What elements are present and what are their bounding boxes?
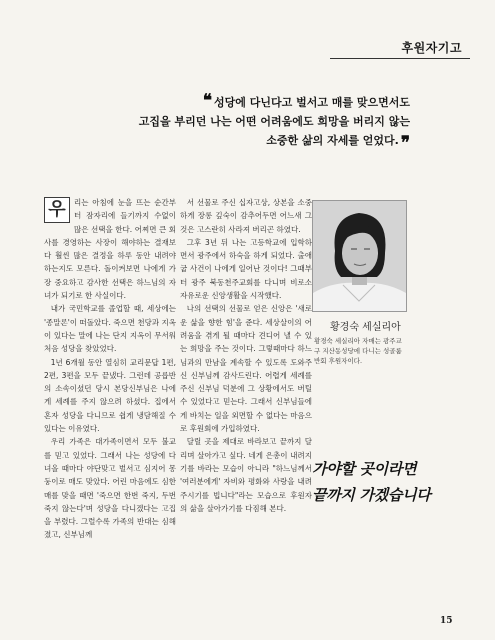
paragraph: 나의 선택의 선물로 얻은 신앙은 '새로운 삶을 향한 힘'을 준다. 세상살이의 어려움을 겪게 될 때마다 견디어 낼 수 있는 희망을 주는 것이다. 그렇때마다 하느님과의 만남을 계속할 수 있도록 도와주신 신부님께 감사드린다. 어렵게 세례를 주신 신부님 덕분에 그 상황에서도 버틸 수 있었다고 믿는다. 그래서 신부님들에게 바치는 일을 외면할 수 없다는 마음으로 후원회에 가입하였다.	[180, 304, 312, 434]
handwritten-slogan	[312, 456, 472, 508]
article-column-1	[44, 196, 176, 542]
section-header	[330, 36, 470, 59]
article-column-2	[180, 196, 312, 515]
paragraph: 달릴 곳을 제대로 바라보고 끝까지 달리며 살아가고 싶다. 네게 은총이 내려지기를 바라는 모습이 아니라 "하느님께서 '여러분에게' 자비와 평화와 사랑을 내려 주시기를 빕니다"라는 모습으로 후원자의 삶을 살아가기를 다짐해 본다.	[180, 437, 312, 513]
paragraph: 우리 가족은 대가족이면서 모두 불교를 믿고 있었다. 그래서 나는 성당에 다녀올 때마다 야단맞고 벌서고 심지어 몽둥이로 매도 맞았다. 어린 마음에도 심한 매를 맞을 때면 '죽으면 한번 죽지, 두번 죽지 않는다'며 성당을 다니겠다는 고집을 부렸다. 그럴수록 가족의 반대는 심해졌고, 신부님께	[44, 437, 176, 540]
slogan-line-2: 끝까지 가겠습니다	[312, 486, 431, 504]
pullquote-line-1: ❝ 성당에 다닌다고 벌서고 매를 맞으면서도	[202, 91, 410, 111]
paragraph: 우 리는 아침에 눈을 뜨는 순간부터 잠자리에 들기까지 수없이 많은 선택을 한다. 어찌면 큰 회사를 경영하는 사장이 해야하는 결재보다 훨씬 많은 결정을 하루 동안 내려야 하는지도 모른다. 돌이켜보면 나에게 가장 중요하고 감사한 선택은 하느님의 자녀가 되기로 한 사실이다.	[44, 198, 176, 301]
quote-close-icon: ❞	[400, 133, 410, 153]
portrait-image	[313, 201, 406, 311]
paragraph: 1년 6개월 동안 열심히 교리문답 1편, 2편, 3편을 모두 끝냈다. 그런데 공릅반의 소속이셨던 당시 본당신부님은 나에게 세례를 주지 않으려 하셨다. 집에서 혼자 성당을 다니므로 쉽게 냉담해질 수 있다는 이유였다.	[44, 357, 176, 434]
caption-name: 황경숙 세실리아	[330, 322, 401, 333]
slogan-line-1: 가야할 곳이라면	[312, 460, 417, 478]
paragraph: 서 선물로 주신 십자고상, 상본을 소중하게 장롱 깊숙이 감추어두면 어느새 그것은 고스란히 사라져 버리곤 하였다.	[180, 198, 312, 234]
quote-open-icon: ❝	[202, 91, 213, 111]
page-number: 15	[440, 616, 453, 626]
author-photo	[312, 200, 407, 312]
paragraph: 내가 국민학교를 졸업할 때, 세상에는 '종말론'이 떠돌았다. 죽으면 천당과 지옥이 있다는 말에 나는 단지 지옥이 무서워 처음 성당을 찾았었다.	[44, 304, 176, 354]
dropcap: 우	[44, 197, 70, 223]
pullquote	[130, 92, 410, 153]
pullquote-line-2: 고집을 부리던 나는 어떤 어려움에도 희망을 버리지 않는	[138, 115, 410, 128]
caption-description: 황경숙 세실리아 자매는 광주교구 지산동성당에 다니는 성골룸반회 후원자이다.	[314, 337, 402, 365]
pullquote-line-3: 소중한 삶의 자세를 얻었다. ❞	[266, 133, 410, 153]
paragraph: 그후 3년 뒤 나는 고등학교에 입학하면서 광주에서 하숙을 하게 되었다. 출애굽 사건이 나에게 일어난 것이다! 그때부터 광주 북동천주교회를 다니며 비로소 자유로운 신앙생활을 시작했다.	[180, 237, 312, 301]
section-label: 후원자기고	[401, 41, 462, 55]
